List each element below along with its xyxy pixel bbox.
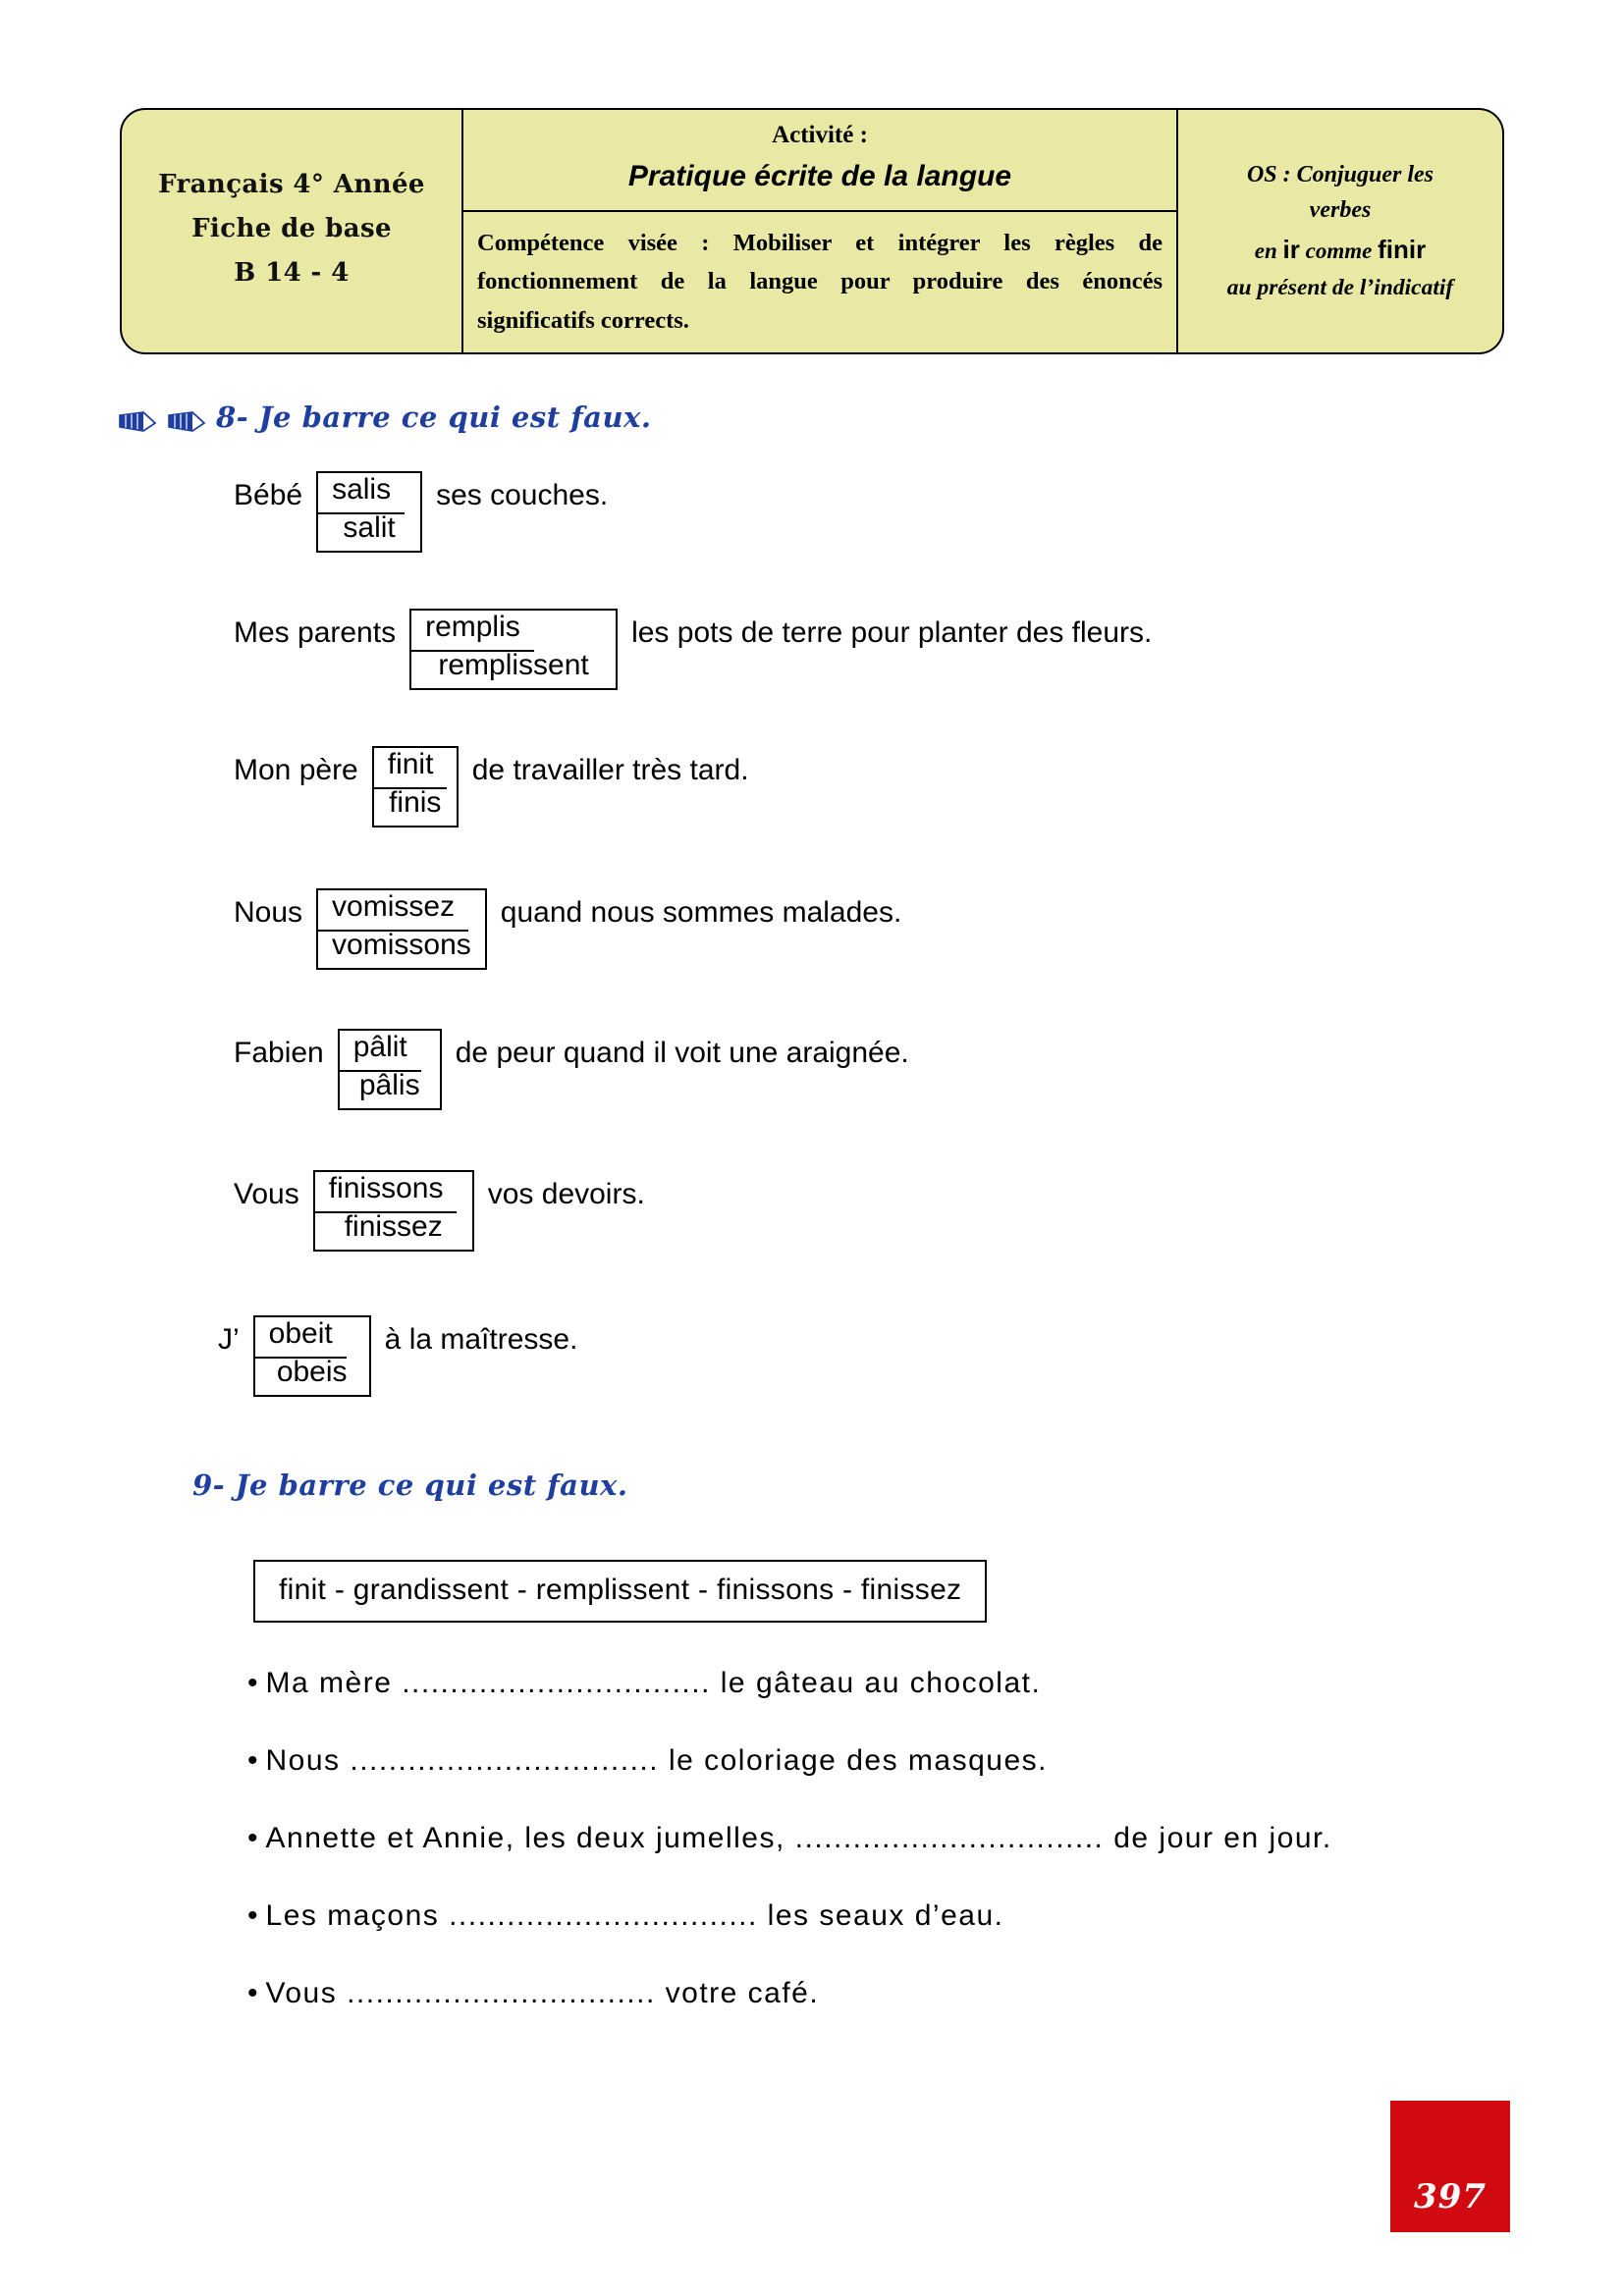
bullet-marker: • [247,1744,258,1777]
sentence-lead: Fabien [234,1037,324,1069]
sentence-tail: à la maîtresse. [384,1323,578,1356]
choice-box[interactable] [316,471,422,553]
objective-word-finir: finir [1378,234,1427,264]
choice-box[interactable] [372,746,459,828]
objective-line-1: OS : Conjuguer les [1246,161,1434,187]
list-item [247,1822,1332,1855]
sentence-lead: Nous [234,896,303,929]
exercise-8-item [234,609,1152,690]
bullet-marker: • [247,1822,258,1854]
choice-box[interactable] [313,1170,474,1252]
choice-option-top[interactable]: salis [318,468,405,514]
choice-box[interactable] [338,1029,442,1110]
sheet-type-label: Fiche de base [191,214,392,244]
exercise-8-item [234,746,749,828]
objective-line-2: verbes [1309,196,1372,223]
pencil-icon [118,406,157,428]
header-identity-column [122,110,463,352]
header-objective-column [1178,110,1502,352]
sentence-tail: ses couches. [436,479,609,511]
objective-word-ir: ir [1282,234,1300,264]
objective-word-en: en [1254,238,1277,263]
sentence-tail: de travailler très tard. [471,754,749,786]
activity-title: Pratique écrite de la langue [627,160,1012,193]
sentence-tail: vos devoirs. [487,1178,645,1210]
bullet-marker: • [247,1977,258,2009]
exercise-8-heading-text: 8- Je barre ce qui est faux. [216,400,652,434]
choice-box[interactable] [409,609,618,690]
sheet-code-label: B 14 - 4 [234,257,350,288]
worksheet-header-banner [120,108,1504,354]
word-bank-box: finit - grandissent - remplissent - finissons - finissez [253,1560,987,1623]
choice-option-top[interactable]: obeit [255,1312,347,1359]
choice-option-top[interactable]: finit [374,743,448,789]
page-number-badge [1390,2101,1510,2232]
objective-word-comme: comme [1305,238,1373,263]
sentence-lead: Mon père [234,754,358,786]
exercise-9-heading-text: 9- Je barre ce qui est faux. [192,1468,628,1502]
bullet-marker: • [247,1899,258,1932]
exercise-9-heading [192,1468,627,1502]
sentence-lead: Mes parents [234,616,397,649]
exercise-8-heading [118,400,651,434]
choice-option-bottom[interactable]: obeis [276,1356,348,1388]
exercise-8-item [218,1315,577,1397]
choice-option-top[interactable]: finissons [315,1167,458,1213]
list-item-text: Ma mère ................................ le gâteau au chocolat. [265,1667,1042,1699]
choice-box[interactable] [253,1315,371,1397]
choice-option-bottom[interactable]: salit [343,511,396,544]
list-item [247,1977,819,2010]
header-activity-column [463,110,1178,352]
sentence-tail: de peur quand il voit une araignée. [455,1037,909,1069]
choice-option-bottom[interactable]: vomissons [332,929,471,961]
sentence-tail: les pots de terre pour planter des fleurs. [631,616,1153,649]
choice-box[interactable] [316,888,487,970]
objective-line-3 [1255,228,1426,271]
list-item-text: Annette et Annie, les deux jumelles, ................................ de jour en jour. [265,1822,1332,1854]
activity-label: Activité : [772,122,868,148]
bullet-marker: • [247,1667,258,1699]
subject-grade-label: Français 4° Année [158,170,425,200]
sentence-lead: Bébé [234,479,303,511]
sentence-lead: J’ [218,1323,240,1356]
activity-block [463,110,1176,212]
sentence-lead: Vous [234,1178,299,1210]
list-item-text: Nous ................................ le coloriage des masques. [265,1744,1048,1777]
choice-option-top[interactable]: vomissez [318,885,468,932]
choice-option-bottom[interactable]: finissez [344,1210,443,1243]
page-number: 397 [1414,2177,1487,2216]
choice-option-bottom[interactable]: remplissent [438,649,589,681]
list-item [247,1744,1048,1778]
objective-line-4: au présent de l’indicatif [1226,274,1454,300]
exercise-8-item [234,471,608,553]
choice-option-top[interactable]: remplis [411,606,534,652]
sentence-tail: quand nous sommes malades. [500,896,902,929]
pencil-icon [167,406,206,428]
exercise-8-item [234,1029,909,1110]
choice-option-top[interactable]: pâlit [340,1026,421,1072]
exercise-8-item [234,888,901,970]
list-item [247,1667,1041,1700]
list-item-text: Les maçons ................................ les seaux d’eau. [265,1899,1004,1932]
list-item-text: Vous ................................ votre café. [265,1977,820,2009]
choice-option-bottom[interactable]: finis [389,786,442,819]
list-item [247,1899,1003,1933]
exercise-8-item [234,1170,645,1252]
competence-text: Compétence visée : Mobiliser et intégrer les règles de fonctionnement de la langue pour produire des énoncés significatifs corrects. [477,229,1163,335]
choice-option-bottom[interactable]: pâlis [358,1069,420,1101]
